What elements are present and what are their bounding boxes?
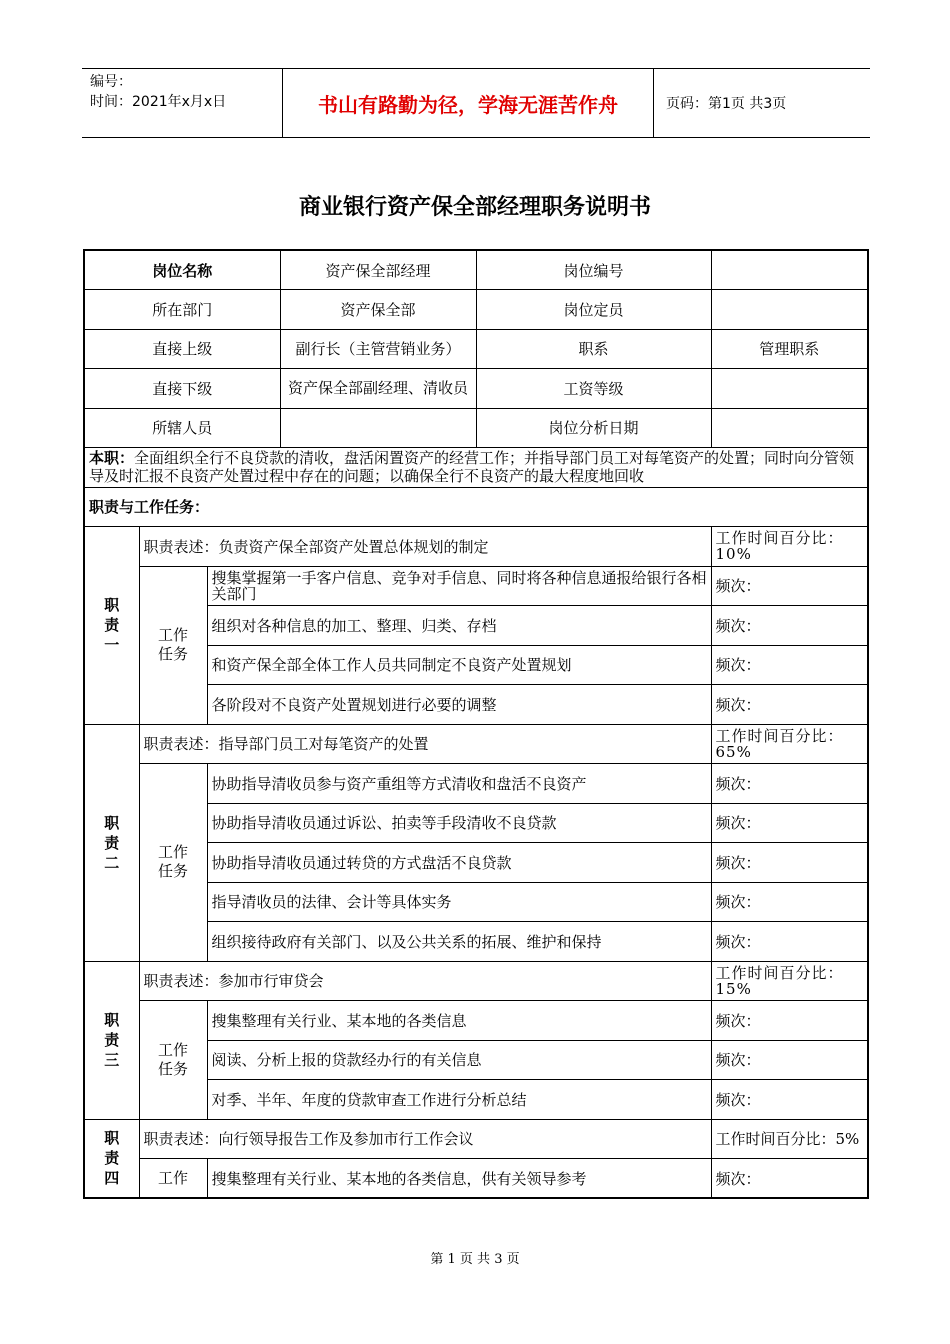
number-label: 编号： (90, 74, 132, 90)
task-freq: 频次： (711, 922, 868, 962)
duty1-desc: 职责表述：负责资产保全部资产处置总体规划的制定 (139, 527, 711, 567)
task-row (84, 764, 868, 804)
task-freq: 频次： (711, 1159, 868, 1199)
task-text: 组织对各种信息的加工、整理、归类、存档 (207, 606, 711, 646)
value-job-family: 管理职系 (711, 329, 868, 369)
task-freq: 频次： (711, 1040, 868, 1080)
duty3-task-label: 工作 任务 (139, 1001, 207, 1120)
value-headcount (711, 290, 868, 330)
duty1-task-label: 工作 任务 (139, 566, 207, 724)
duty2-pct: 工作时间百分比：65% (711, 724, 868, 764)
job-description-table (83, 249, 869, 1199)
value-superior: 副行长（主管营销业务） (280, 329, 476, 369)
duty-desc-row (84, 527, 868, 567)
label-staff: 所辖人员 (84, 408, 280, 448)
task-freq: 频次： (711, 566, 868, 606)
task-row (84, 1159, 868, 1199)
task-text: 搜集掌握第一手客户信息、竞争对手信息、同时将各种信息通报给银行各相关部门 (207, 566, 711, 606)
header-meta (82, 69, 282, 137)
duty3-name: 职 责 三 (84, 961, 139, 1119)
task-text: 协助指导清收员通过转贷的方式盘活不良贷款 (207, 843, 711, 883)
task-text: 各阶段对不良资产处置规划进行必要的调整 (207, 685, 711, 725)
duty2-task-label: 工作 任务 (139, 764, 207, 962)
duty3-pct: 工作时间百分比：15% (711, 961, 868, 1001)
task-freq: 频次： (711, 645, 868, 685)
duties-title: 职责与工作任务： (84, 487, 868, 527)
task-row (84, 1001, 868, 1041)
info-row (84, 290, 868, 330)
page-header (82, 68, 870, 138)
value-subordinate: 资产保全部副经理、清收员 (280, 369, 476, 409)
benzhi-text: 全面组织全行不良贷款的清收，盘活闲置资产的经营工作；并指导部门员工对每笔资产的处置；同时向分管领导及时汇报不良资产处置过程中存在的问题；以确保全行不良资产的最大程度地回收 (89, 449, 855, 486)
value-analysis-date (711, 408, 868, 448)
value-department: 资产保全部 (280, 290, 476, 330)
duty2-desc: 职责表述：指导部门员工对每笔资产的处置 (139, 724, 711, 764)
duty4-name: 职 责 四 (84, 1119, 139, 1198)
task-row (84, 566, 868, 606)
duty4-desc: 职责表述：向行领导报告工作及参加市行工作会议 (139, 1119, 711, 1159)
duty4-pct: 工作时间百分比：5% (711, 1119, 868, 1159)
label-position-code: 岗位编号 (476, 250, 711, 290)
duty3-desc: 职责表述：参加市行审贷会 (139, 961, 711, 1001)
info-row (84, 408, 868, 448)
duty1-pct: 工作时间百分比：10% (711, 527, 868, 567)
section-row (84, 487, 868, 527)
task-freq: 频次： (711, 1080, 868, 1120)
task-freq: 频次： (711, 606, 868, 646)
task-text: 阅读、分析上报的贷款经办行的有关信息 (207, 1040, 711, 1080)
motto: 书山有路勤为径，学海无涯苦作舟 (282, 69, 654, 137)
label-headcount: 岗位定员 (476, 290, 711, 330)
page-footer: 第 1 页 共 3 页 (430, 1252, 520, 1267)
task-text: 搜集整理有关行业、某本地的各类信息，供有关领导参考 (207, 1159, 711, 1199)
task-text: 指导清收员的法律、会计等具体实务 (207, 882, 711, 922)
label-job-family: 职系 (476, 329, 711, 369)
document-title: 商业银行资产保全部经理职务说明书 (298, 195, 651, 220)
label-department: 所在部门 (84, 290, 280, 330)
label-salary-grade: 工资等级 (476, 369, 711, 409)
label-superior: 直接上级 (84, 329, 280, 369)
benzhi-row (84, 448, 868, 488)
duty2-name: 职 责 二 (84, 724, 139, 961)
label-subordinate: 直接下级 (84, 369, 280, 409)
label-analysis-date: 岗位分析日期 (476, 408, 711, 448)
benzhi-label: 本职： (89, 449, 135, 468)
task-text: 协助指导清收员参与资产重组等方式清收和盘活不良资产 (207, 764, 711, 804)
task-text: 搜集整理有关行业、某本地的各类信息 (207, 1001, 711, 1041)
task-text: 和资产保全部全体工作人员共同制定不良资产处置规划 (207, 645, 711, 685)
task-freq: 频次： (711, 685, 868, 725)
duty4-task-label: 工作 (139, 1159, 207, 1199)
value-staff (280, 408, 476, 448)
value-position-name: 资产保全部经理 (280, 250, 476, 290)
duty1-name: 职 责 一 (84, 527, 139, 725)
info-row (84, 369, 868, 409)
task-freq: 频次： (711, 803, 868, 843)
task-text: 对季、半年、年度的贷款审查工作进行分析总结 (207, 1080, 711, 1120)
info-row (84, 250, 868, 290)
duty-desc-row (84, 961, 868, 1001)
task-text: 组织接待政府有关部门、以及公共关系的拓展、维护和保持 (207, 922, 711, 962)
label-position-name: 岗位名称 (84, 250, 280, 290)
benzhi-cell (84, 448, 868, 488)
value-position-code (711, 250, 868, 290)
duty-desc-row (84, 1119, 868, 1159)
task-freq: 频次： (711, 1001, 868, 1041)
time-label: 时间：2021年x月x日 (90, 94, 227, 110)
task-freq: 频次： (711, 764, 868, 804)
duty-desc-row (84, 724, 868, 764)
task-text: 协助指导清收员通过诉讼、拍卖等手段清收不良贷款 (207, 803, 711, 843)
info-row (84, 329, 868, 369)
page-indicator: 页码：第1页 共3页 (666, 96, 787, 112)
task-freq: 频次： (711, 843, 868, 883)
task-freq: 频次： (711, 882, 868, 922)
value-salary-grade (711, 369, 868, 409)
